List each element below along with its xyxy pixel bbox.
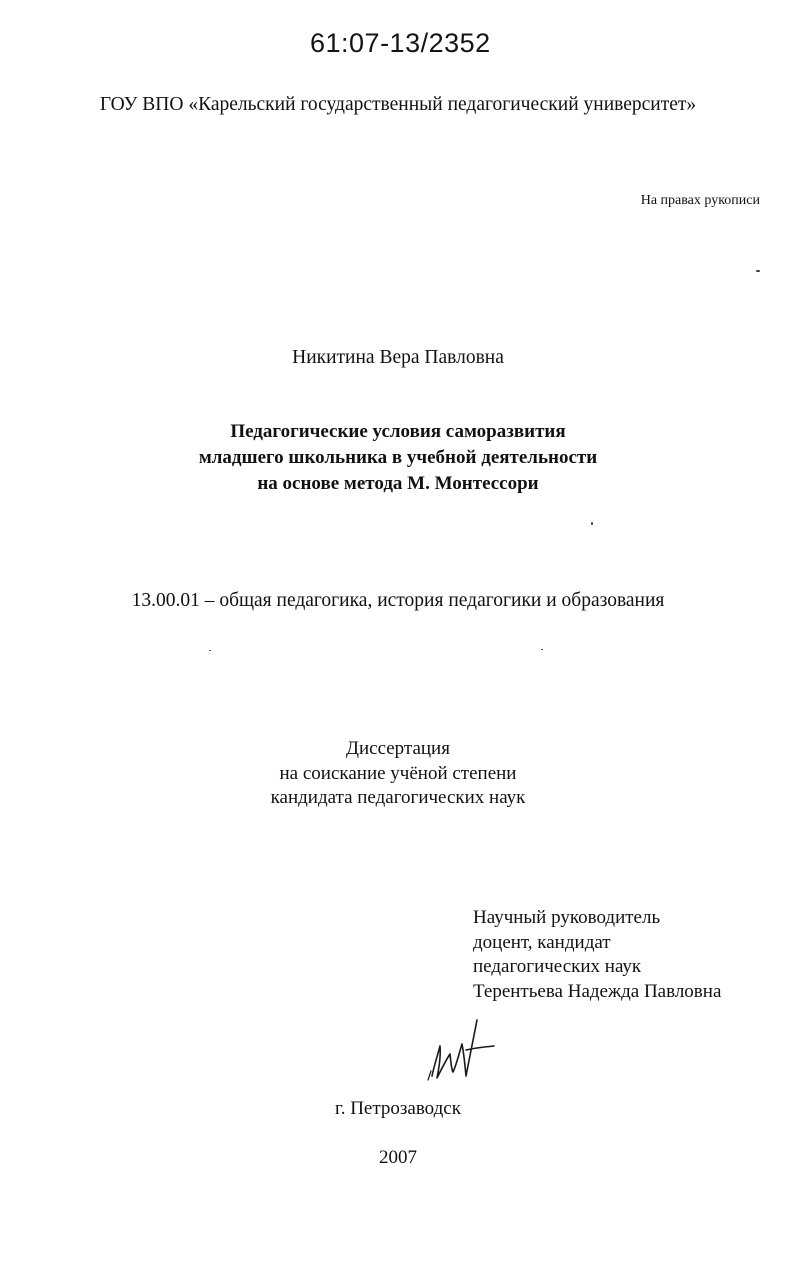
scan-speck — [209, 650, 211, 651]
scan-speck — [756, 270, 760, 272]
author-name: Никитина Вера Павловна — [292, 347, 504, 368]
archive-stamp-number: 61:07-13/2352 — [310, 28, 491, 58]
scan-speck — [541, 649, 543, 650]
scientific-advisor — [473, 906, 721, 1004]
year: 2007 — [379, 1147, 417, 1168]
rights-note: На правах рукописи — [640, 193, 760, 208]
dissertation-line: на соискание учёной степени — [279, 762, 517, 784]
thesis-title-line: на основе метода М. Монтессори — [257, 473, 539, 494]
city: г. Петрозаводск — [335, 1098, 461, 1119]
handwritten-signature-icon — [420, 1010, 510, 1090]
thesis-title-line: Педагогические условия саморазвития — [230, 421, 566, 442]
thesis-title-line: младшего школьника в учебной деятельности — [198, 447, 598, 468]
specialty-code: 13.00.01 – общая педагогика, история педагогики и образования — [131, 590, 665, 611]
advisor-line: Терентьева Надежда Павловна — [473, 980, 722, 1002]
dissertation-line: Диссертация — [346, 738, 450, 759]
thesis-title — [0, 419, 796, 497]
advisor-line: педагогических наук — [473, 956, 642, 977]
advisor-line: доцент, кандидат — [473, 931, 611, 953]
scan-speck — [591, 522, 593, 525]
organization-name: ГОУ ВПО «Карельский государственный педагогический университет» — [99, 94, 697, 115]
advisor-line: Научный руководитель — [473, 907, 661, 928]
dissertation-label — [0, 737, 796, 811]
dissertation-line: кандидата педагогических наук — [270, 787, 526, 808]
